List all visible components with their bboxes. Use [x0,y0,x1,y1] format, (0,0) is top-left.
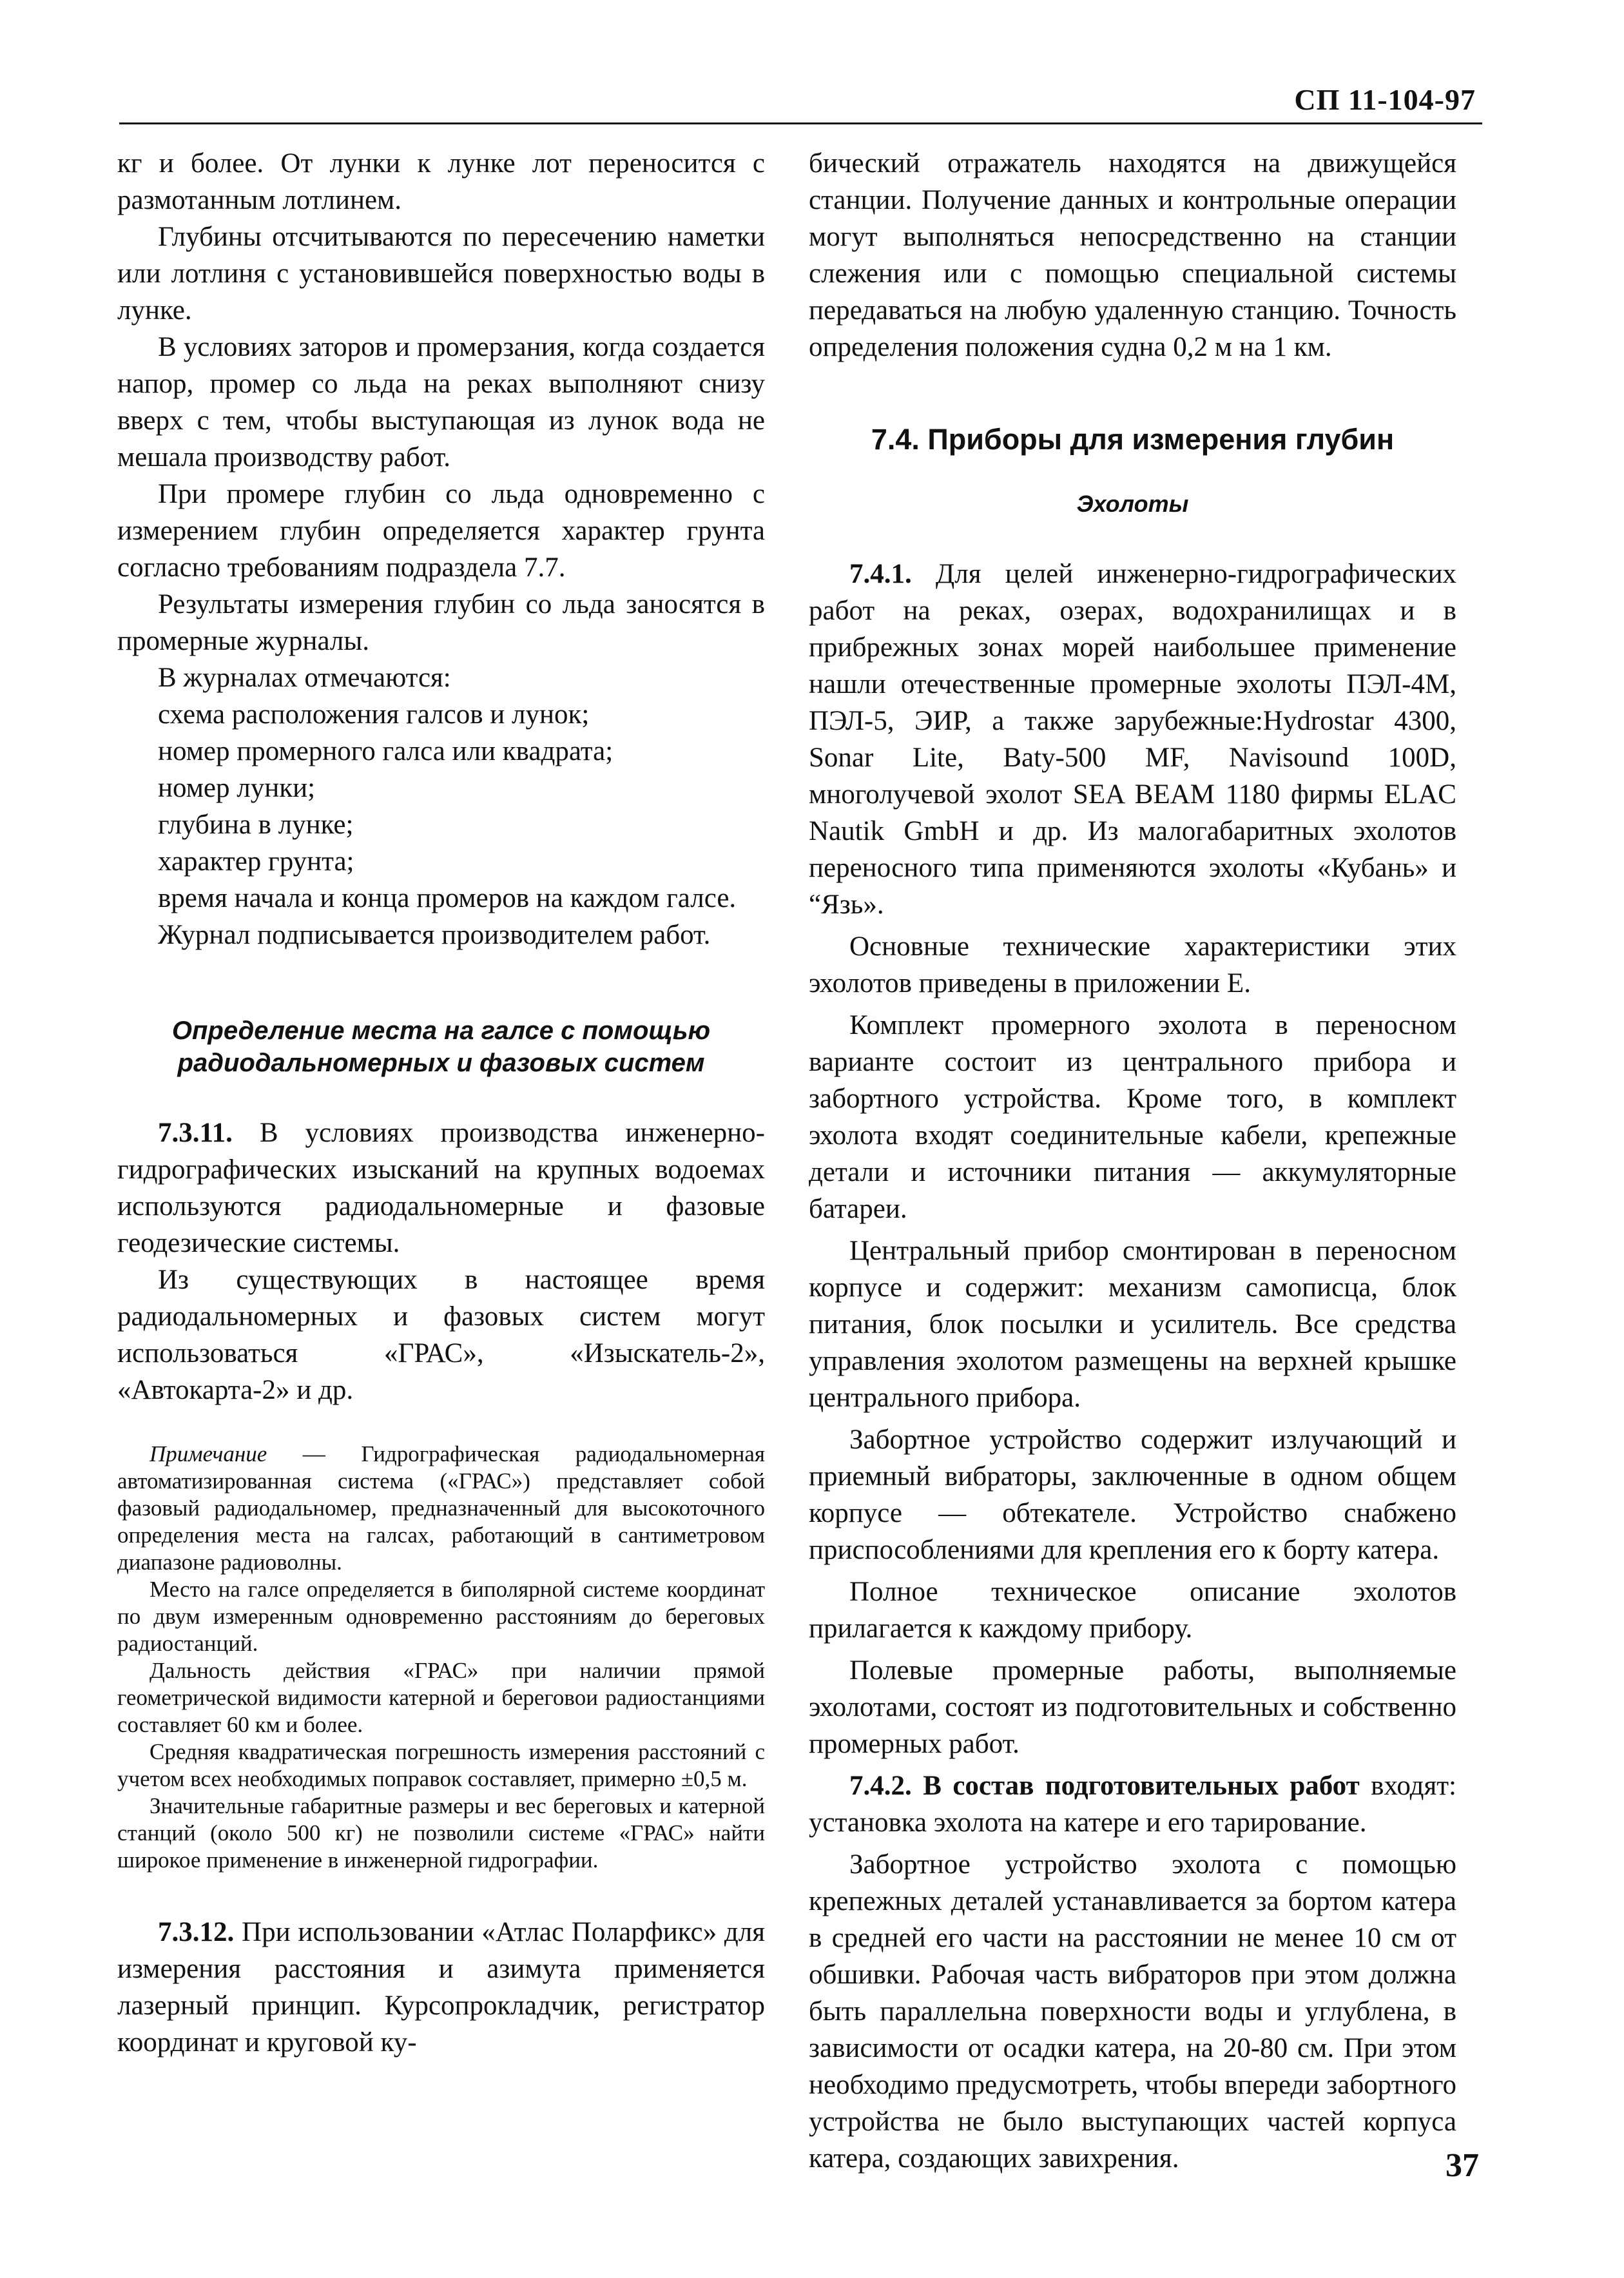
paragraph: Центральный прибор смонтирован в переносном корпусе и содержит: механизм самописца, блок питания, блок посылки и усилитель. Все средства управления эхолотом размещены на верхней крышке центрального прибора. [809,1236,1456,1413]
paragraph: Журнал подписывается производителем работ. [158,920,711,950]
list-item: схема расположения галсов и лунок; [158,699,590,730]
note-text: — Гидрографическая радиодальномерная автоматизированная система («ГРАС») представляет собой фазовый радиодальномер, предназначенный для высокоточного определения места на галсах, работающий в сантиметровом диапазоне радиоволны. [117,1441,765,1575]
note-paragraph [117,1441,765,1576]
page-number: 37 [1445,2147,1479,2184]
paragraph: бический отражатель находятся на движущейся станции. Получение данных и контрольные операции могут выполняться непосредственно на станции слежения или с помощью специальной системы передаваться на любую удаленную станцию. Точность определения положения судна 0,2 м на 1 км. [809,148,1456,362]
paragraph: При промере глубин со льда одновременно с измерением глубин определяется характер грунта согласно требованиям подраздела 7.7. [117,479,765,583]
section-text: В условиях производства инженерно-гидрографических изысканий на крупных водоемах используются радиодальномерные и фазовые геодезические системы. [117,1118,765,1258]
section-lead: 7.4.2. В состав подготовительных работ [849,1771,1360,1801]
section-subheading: Эхолоты [1076,491,1189,517]
note-paragraph: Средняя квадратическая погрешность измерения расстояний с учетом всех необходимых поправок составляет, примерно ±0,5 м. [117,1739,765,1791]
paragraph: Результаты измерения глубин со льда заносятся в промерные журналы. [117,589,765,656]
section-7-3-12 [117,1914,765,2061]
section-number: 7.4.1. [849,559,912,589]
section-text: При использовании «Атлас Поларфикс» для измерения расстояния и азимута применяется лазерный принцип. Курсопрокладчик, регистратор координат и круговой ку- [117,1917,765,2058]
paragraph: кг и более. От лунки к лунке лот переносится с размотанным лотлинем. [117,148,765,215]
paragraph: Основные технические характеристики этих эхолотов приведены в приложении Е. [809,931,1456,998]
paragraph: В условиях заторов и промерзания, когда создается напор, промер со льда на реках выполняют снизу вверх с тем, чтобы выступающая из лунок вода не мешала производству работ. [117,332,765,472]
section-7-4-2 [809,1767,1456,1841]
note-paragraph: Значительные габаритные размеры и вес береговых и катерной станций (около 500 кг) не позволили системе «ГРАС» найти широкое применение в инженерной гидрографии. [117,1793,765,1873]
paragraph: Полное техническое описание эхолотов прилагается к каждому прибору. [809,1577,1456,1644]
paragraph: Глубины отсчитываются по пересечению наметки или лотлиня с установившейся поверхностью воды в лунке. [117,222,765,326]
list-item: время начала и конца промеров на каждом галсе. [158,883,737,913]
left-column [117,145,765,2061]
note-lead: Примечание [150,1441,267,1466]
list-item: номер промерного галса или квадрата; [158,736,614,766]
paragraph: Полевые промерные работы, выполняемые эхолотами, состоят из подготовительных и собственно промерных работ. [809,1655,1456,1759]
section-text: Для целей инженерно-гидрографических работ на реках, озерах, водохранилищах и в прибрежных зонах морей наибольшее применение нашли отечественные промерные эхолоты ПЭЛ-4М, ПЭЛ-5, ЭИР, а также зарубежные:Hydrostar 4300, Sonar Lite, Baty-500 MF, Navisound 100D, многолучевой эхолот SEA BEAM 1180 фирмы ELAC Nautik GmbH и др. Из малогабаритных эхолотов переносного типа применяются эхолоты «Кубань» и “Язь». [809,559,1456,920]
note-block [117,1441,765,1874]
paragraph: Из существующих в настоящее время радиодальномерных и фазовых систем могут использоваться «ГРАС», «Изыскатель-2», «Автокарта-2» и др. [117,1265,765,1405]
section-number: 7.3.11. [158,1118,233,1148]
section-7-4-1 [809,556,1456,923]
document-code: СП 11-104-97 [1294,83,1476,116]
section-subheading: Определение места на галсе с помощью радиодальномерных и фазовых систем [171,1017,711,1077]
section-heading: 7.4. Приборы для измерения глубин [871,423,1395,456]
list-item: характер грунта; [158,846,354,877]
paragraph: Забортное устройство эхолота с помощью крепежных деталей устанавливается за бортом катера в средней его части на расстоянии не менее 10 см от обшивки. Рабочая часть вибраторов при этом должна быть параллельна поверхности воды и углублена, в зависимости от осадки катера, на 20-80 см. При этом необходимо предусмотреть, чтобы впереди забортного устройства не было выступающих частей корпуса катера, создающих завихрения. [809,1849,1456,2174]
list-item: глубина в лунке; [158,810,354,840]
header-rule [119,122,1482,124]
note-paragraph: Дальность действия «ГРАС» при наличии прямой геометрической видимости катерной и береговои радиостанциями составляет 60 км и более. [117,1658,765,1737]
note-paragraph: Место на галсе определяется в биполярной системе координат по двум измеренным одновременно расстояниям до береговых радиостанций. [117,1577,765,1656]
paragraph: Забортное устройство содержит излучающий и приемный вибраторы, заключенные в одном общем корпусе — обтекателе. Устройство снабжено приспособлениями для крепления его к борту катера. [809,1425,1456,1565]
paragraph: Комплект промерного эхолота в переносном варианте состоит из центрального прибора и забортного устройства. Кроме того, в комплект эхолота входят соединительные кабели, крепежные детали и источники питания — аккумуляторные батареи. [809,1010,1456,1224]
section-text: входят: установка эхолота на катере и его тарирование. [809,1771,1456,1838]
right-column [809,145,1456,2177]
list-item: номер лунки; [158,773,316,803]
paragraph: В журналах отмечаются: [158,663,451,693]
section-number: 7.3.12. [158,1917,235,1947]
section-7-3-11 [117,1115,765,1261]
